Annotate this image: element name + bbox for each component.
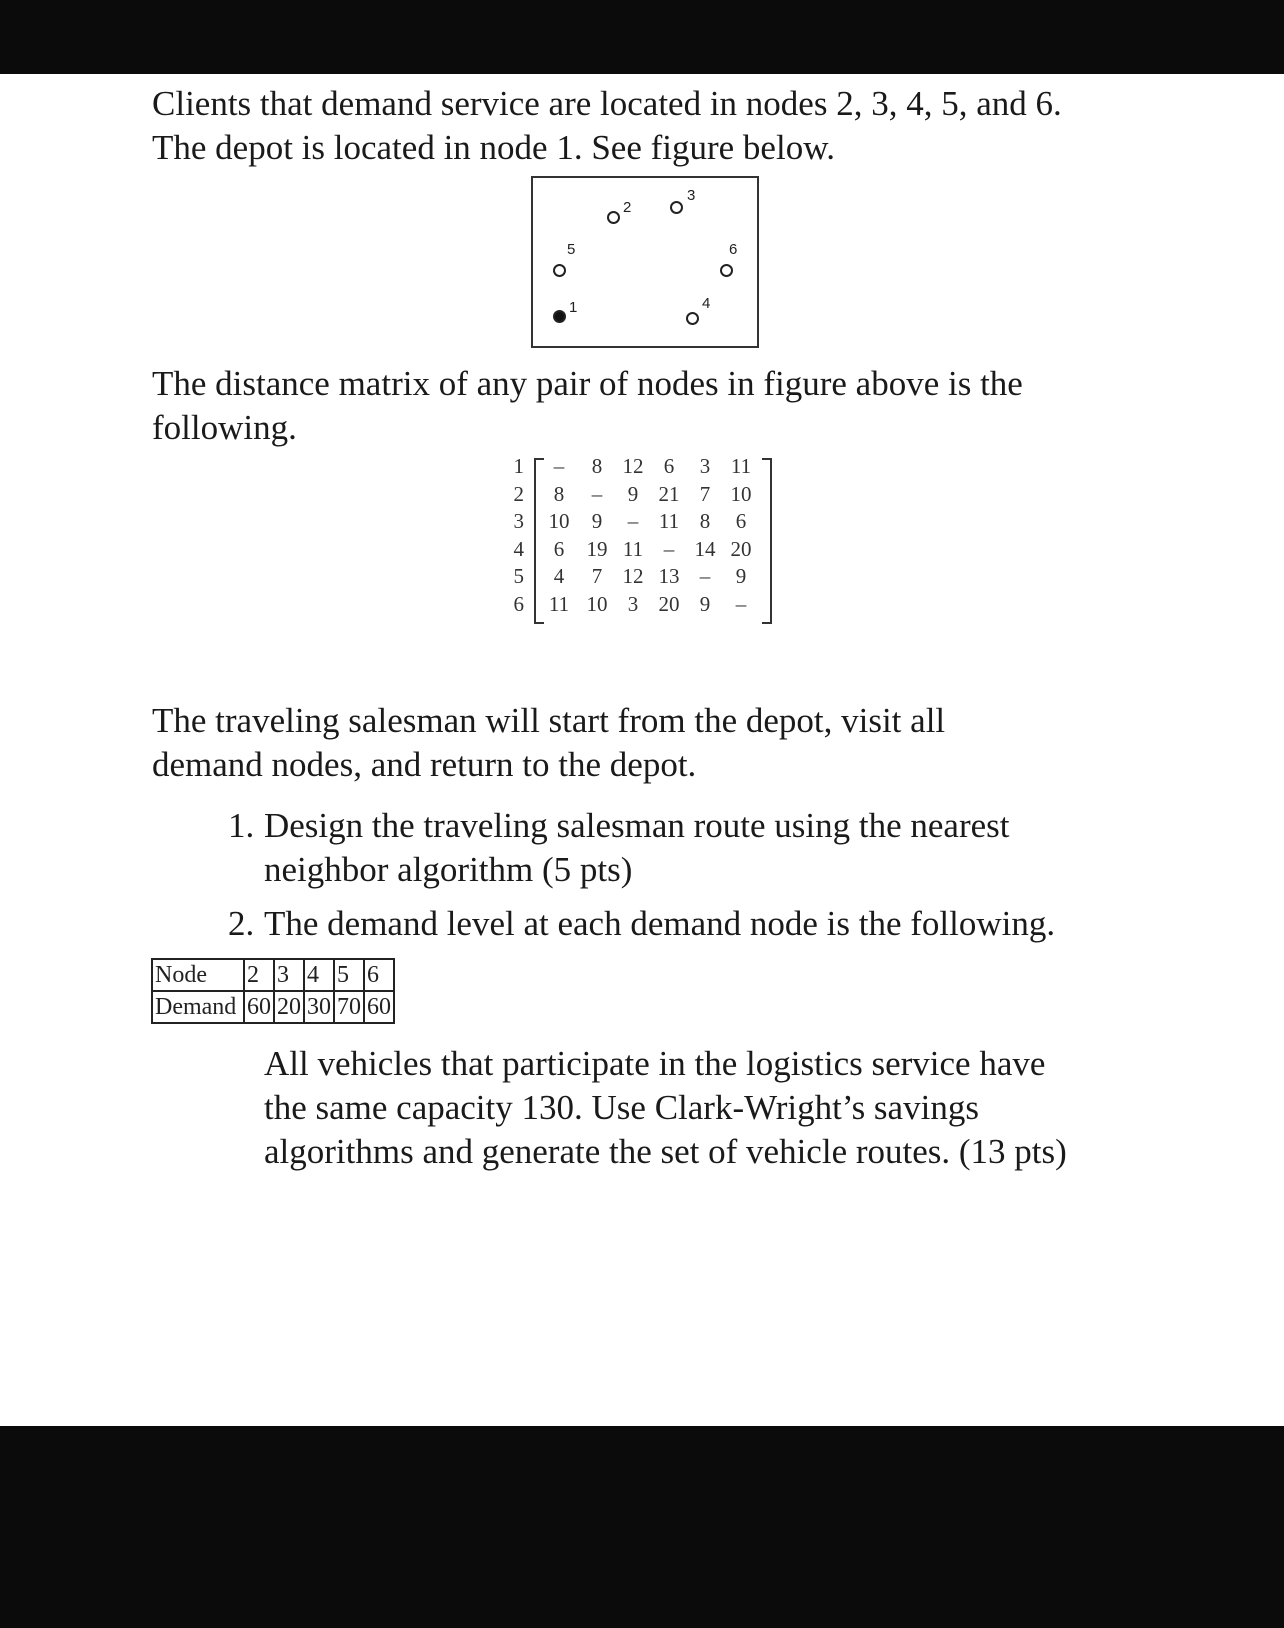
matrix-row-label: 3 [513, 509, 524, 533]
matrix-cell: 8 [553, 481, 565, 506]
matrix-cell: – [663, 536, 675, 561]
demand-cell: 70 [334, 991, 364, 1023]
question-1-line-2: neighbor algorithm (5 pts) [264, 850, 633, 889]
question-1-line-1: Design the traveling salesman route using the nearest [264, 806, 1010, 845]
matrix-cell: – [553, 454, 565, 478]
node-1-label: 1 [569, 299, 578, 316]
distance-paragraph [152, 362, 1023, 450]
question-1-number: 1. [228, 806, 255, 845]
matrix-cell: 11 [730, 454, 752, 478]
closing-line-3: algorithms and generate the set of vehicle routes. (13 pts) [264, 1132, 1067, 1171]
distance-line-2: following. [152, 408, 297, 447]
matrix-row-label: 6 [513, 591, 524, 616]
matrix-cell: – [591, 481, 603, 506]
matrix-cell: 10 [730, 481, 752, 506]
node-cell: 6 [364, 959, 394, 991]
matrix-cell: 14 [694, 536, 716, 561]
node-4-marker [686, 312, 699, 325]
closing-line-1: All vehicles that participate in the logistics service have [264, 1044, 1046, 1083]
node-cell: 5 [334, 959, 364, 991]
node-2-label: 2 [623, 199, 632, 216]
matrix-cell: 20 [730, 536, 752, 561]
matrix-cell: 19 [586, 536, 608, 561]
matrix-cell: 6 [663, 454, 675, 478]
matrix-row-label: 4 [513, 536, 524, 561]
matrix-cell: 11 [622, 536, 644, 561]
distance-line-1: The distance matrix of any pair of nodes in figure above is the [152, 364, 1023, 403]
node-1-marker [553, 310, 566, 323]
matrix-cell: 12 [622, 564, 644, 588]
matrix-cell: 9 [735, 564, 747, 588]
node-5-label: 5 [567, 241, 576, 258]
matrix-cell: 8 [699, 509, 711, 533]
demand-table-node-row [152, 959, 394, 991]
matrix-row-label: 2 [513, 481, 524, 506]
matrix-right-bracket [762, 458, 772, 624]
question-2-line-1: The demand level at each demand node is the following. [264, 904, 1056, 943]
matrix-cell: 3 [699, 454, 711, 478]
matrix-cell: 11 [658, 509, 680, 533]
matrix-cell: 6 [735, 509, 747, 533]
node-6-marker [720, 264, 733, 277]
node-header-cell: Node [152, 959, 244, 991]
matrix-cell: 11 [548, 591, 570, 616]
matrix-cell: 9 [591, 509, 603, 533]
demand-cell: 20 [274, 991, 304, 1023]
node-figure [531, 176, 759, 348]
demand-cell: 30 [304, 991, 334, 1023]
matrix-row-label: 1 [513, 454, 524, 478]
matrix-cell: 21 [658, 481, 680, 506]
matrix-cell: 9 [627, 481, 639, 506]
matrix-cell: 7 [699, 481, 711, 506]
salesman-paragraph [152, 699, 945, 787]
intro-paragraph [152, 82, 1062, 170]
matrix-cell: 20 [658, 591, 680, 616]
closing-paragraph [264, 1042, 1067, 1174]
intro-line-2: The depot is located in node 1. See figure below. [152, 128, 835, 167]
demand-header-cell: Demand [152, 991, 244, 1023]
matrix-cell: 9 [699, 591, 711, 616]
matrix-row-label: 5 [513, 564, 524, 588]
demand-cell: 60 [364, 991, 394, 1023]
matrix-cell: 7 [591, 564, 603, 588]
salesman-line-1: The traveling salesman will start from the depot, visit all [152, 701, 946, 740]
node-3-label: 3 [687, 187, 696, 204]
demand-table [151, 958, 395, 1024]
matrix-cell: 3 [627, 591, 639, 616]
matrix-cell: 10 [586, 591, 608, 616]
question-2-number: 2. [228, 904, 255, 943]
matrix-cell: 12 [622, 454, 644, 478]
matrix-cell: 6 [553, 536, 565, 561]
node-6-label: 6 [729, 241, 738, 258]
node-5-marker [553, 264, 566, 277]
demand-table-demand-row [152, 991, 394, 1023]
node-3-marker [670, 201, 683, 214]
node-4-label: 4 [702, 295, 711, 312]
matrix-cell: – [699, 564, 711, 588]
matrix-cell: 13 [658, 564, 680, 588]
matrix-cell: – [627, 509, 639, 533]
node-cell: 2 [244, 959, 274, 991]
salesman-line-2: demand nodes, and return to the depot. [152, 745, 697, 784]
closing-line-2: the same capacity 130. Use Clark-Wright’s savings [264, 1088, 979, 1127]
intro-line-1: Clients that demand service are located in nodes 2, 3, 4, 5, and 6. [152, 84, 1062, 123]
demand-cell: 60 [244, 991, 274, 1023]
matrix-cell: 8 [591, 454, 603, 478]
document-page [0, 74, 1284, 1426]
node-2-marker [607, 211, 620, 224]
node-cell: 4 [304, 959, 334, 991]
matrix-cell: – [735, 591, 747, 616]
matrix-cell: 10 [548, 509, 570, 533]
node-cell: 3 [274, 959, 304, 991]
matrix-cell: 4 [553, 564, 565, 588]
